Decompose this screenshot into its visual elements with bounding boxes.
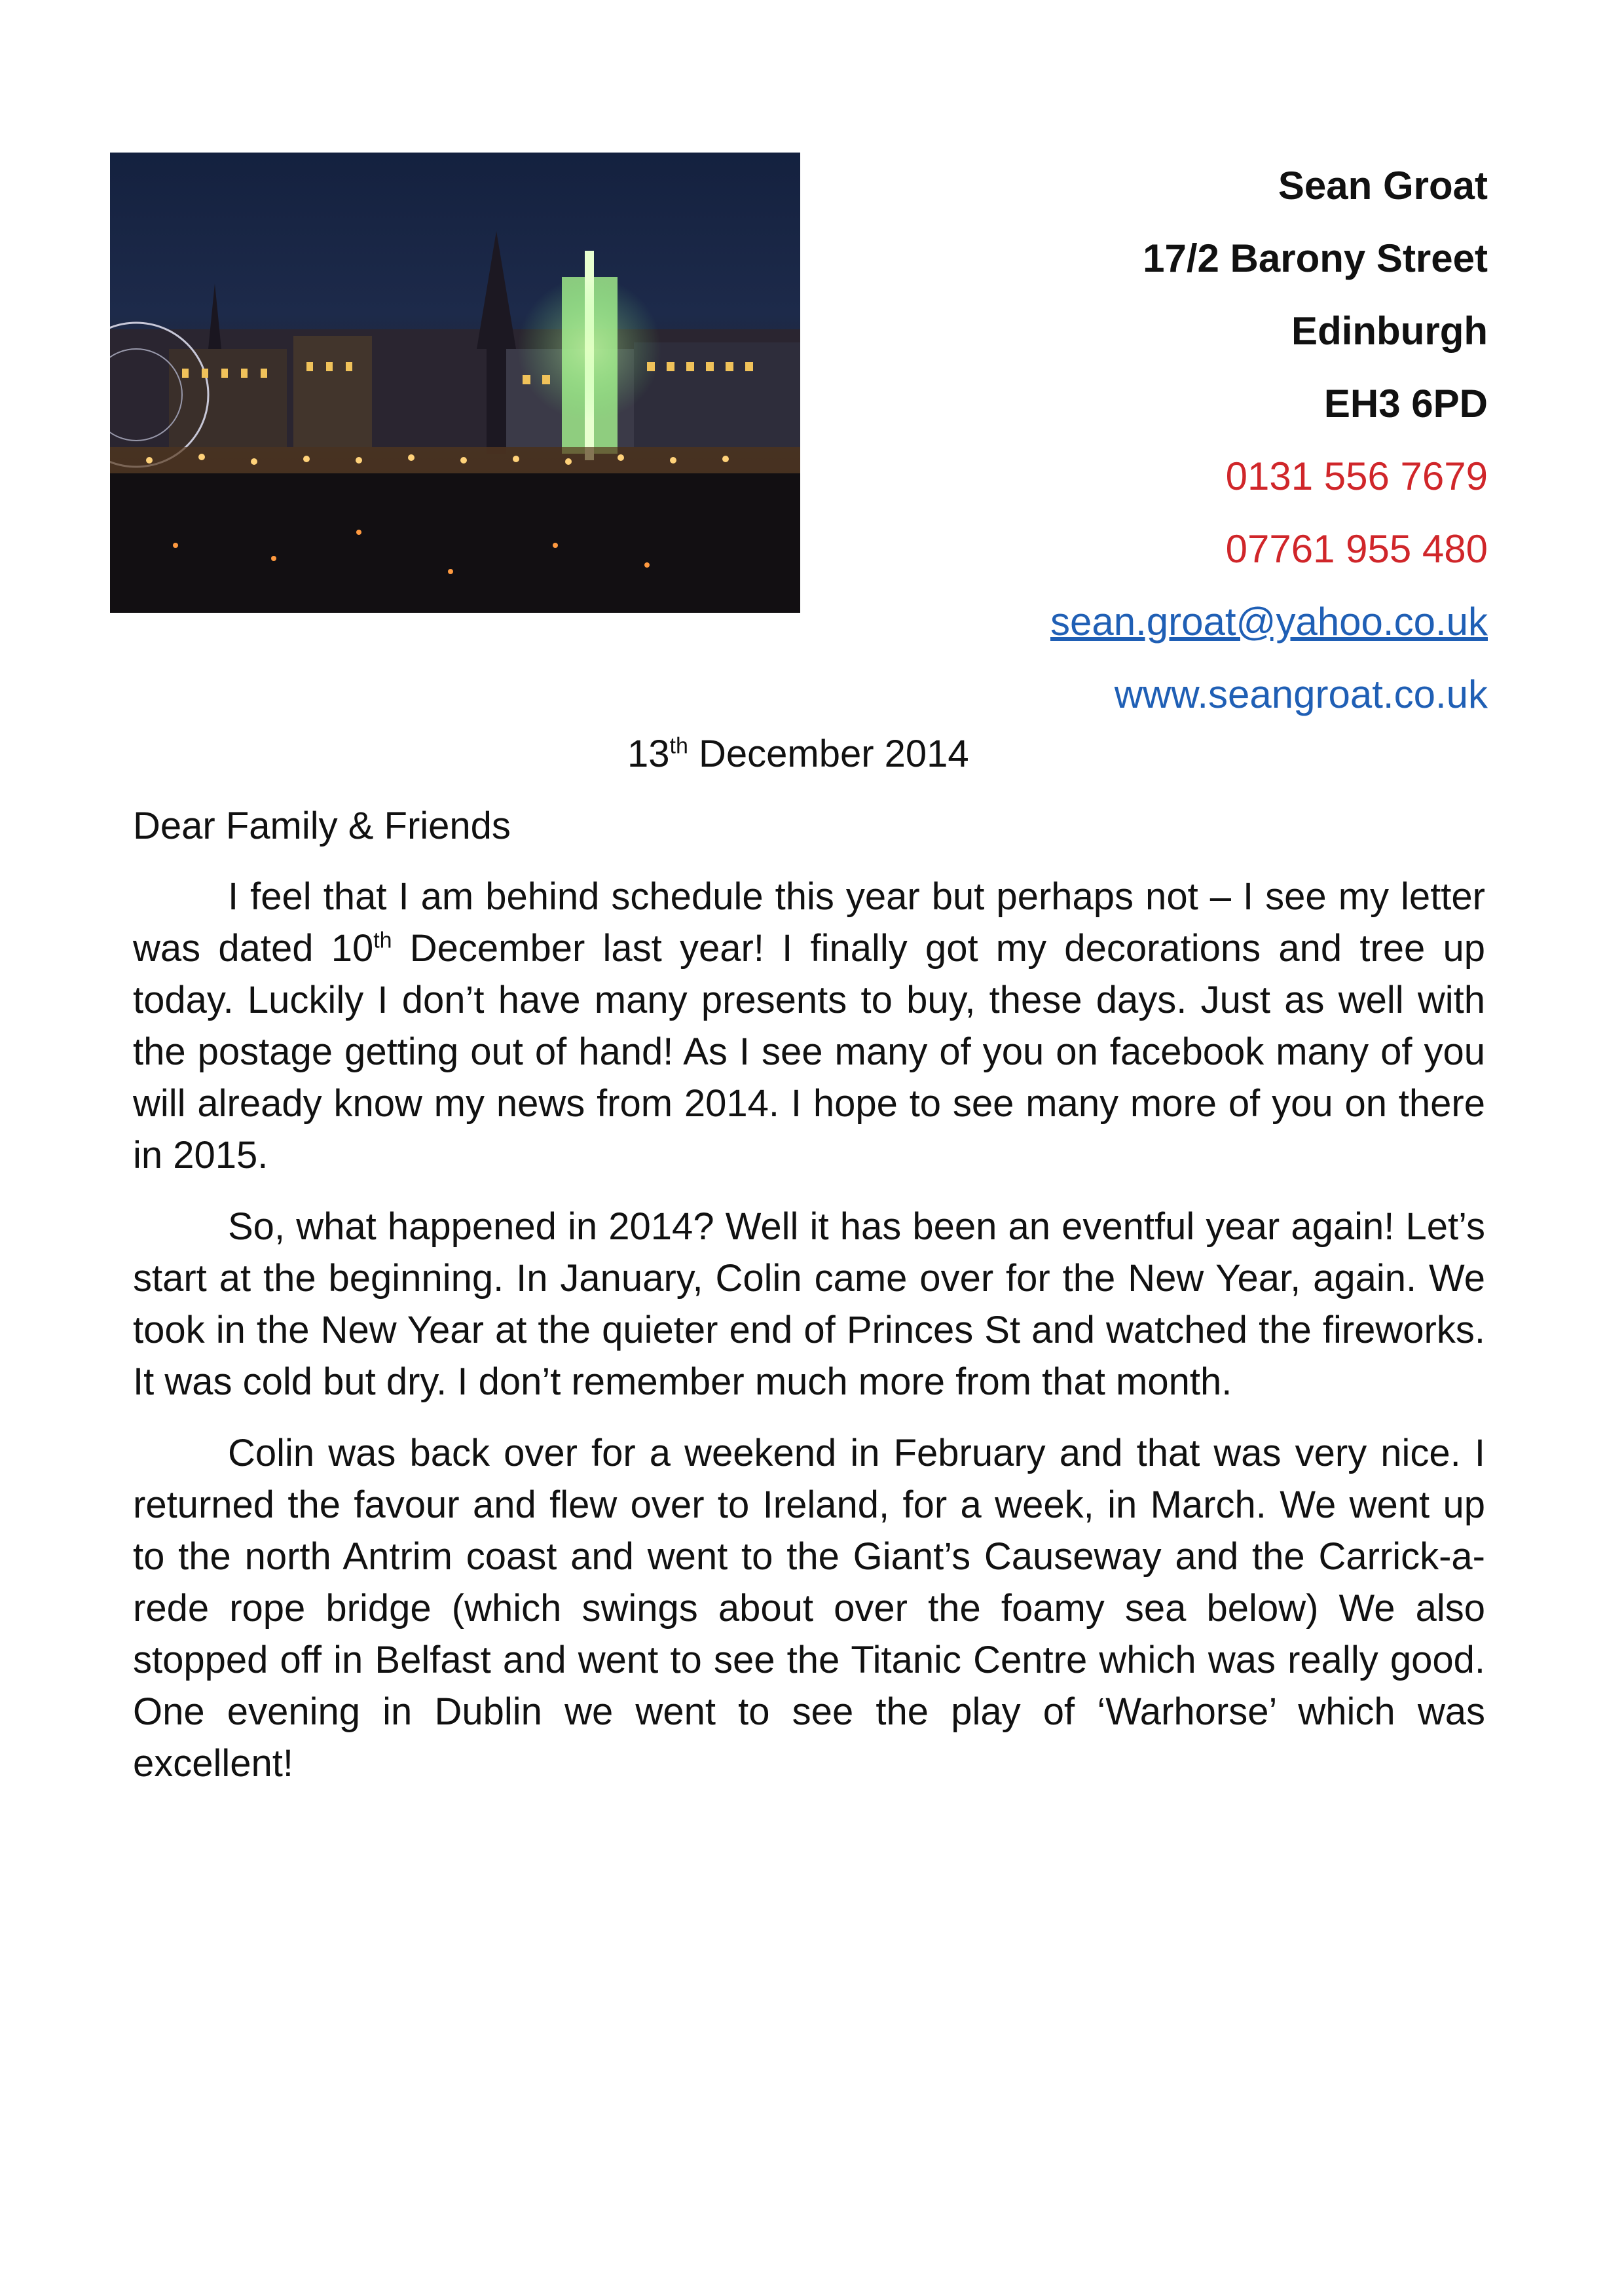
sender-city: Edinburgh xyxy=(1291,309,1488,353)
date-rest: December 2014 xyxy=(688,733,969,775)
website-link[interactable]: www.seangroat.co.uk xyxy=(1114,672,1488,716)
phone-mobile: 07761 955 480 xyxy=(1225,527,1488,571)
sender-name: Sean Groat xyxy=(1278,164,1488,208)
edinburgh-night-skyline-icon xyxy=(110,153,800,613)
sender-address xyxy=(1143,149,1488,440)
letter-date xyxy=(627,732,969,776)
phone-landline: 0131 556 7679 xyxy=(1225,454,1488,498)
paragraph-1-sup: th xyxy=(373,928,392,953)
paragraph-1-part-b: December last year! I finally got my decorations and tree up today. Luckily I don’t have many presents to buy, these days. Just as well with the postage getting out of hand! As I see many of you on facebook many of you will already know my news from 2014. I hope to see many more of you on there in 2015. xyxy=(133,927,1486,1176)
sender-postcode: EH3 6PD xyxy=(1323,382,1488,426)
sender-street: 17/2 Barony Street xyxy=(1143,236,1488,280)
sender-contact xyxy=(1050,440,1488,731)
date-suffix: th xyxy=(669,733,688,759)
edinburgh-night-photo xyxy=(110,153,800,613)
email-link[interactable]: sean.groat@yahoo.co.uk xyxy=(1050,600,1488,644)
paragraph-1-part-a: I feel that I am behind schedule this year but perhaps not – I see my letter was dated 10 xyxy=(133,875,1485,970)
paragraph-3: Colin was back over for a weekend in February and that was very nice. I returned the favour and flew over to Ireland, for a week, in March. We went up to the north Antrim coast and went to the Giant’s Causeway and the Carrick-a-rede rope bridge (which swings about over the foamy sea below) We also stopped off in Belfast and went to see the Titanic Centre which was really good. One evening in Dublin we went to see the play of ‘Warhorse’ which was excellent! xyxy=(133,1432,1485,1785)
salutation: Dear Family & Friends xyxy=(133,805,511,847)
paragraph-2: So, what happened in 2014? Well it has been an eventful year again! Let’s start at the beginning. In January, Colin came over for the New Year, again. We took in the New Year at the quieter end of Princes St and watched the fireworks. It was cold but dry. I don’t remember much more from that month. xyxy=(133,1205,1485,1403)
letter-body xyxy=(133,871,1485,1809)
paragraph-1 xyxy=(133,871,1485,1181)
date-day: 13 xyxy=(627,733,670,775)
